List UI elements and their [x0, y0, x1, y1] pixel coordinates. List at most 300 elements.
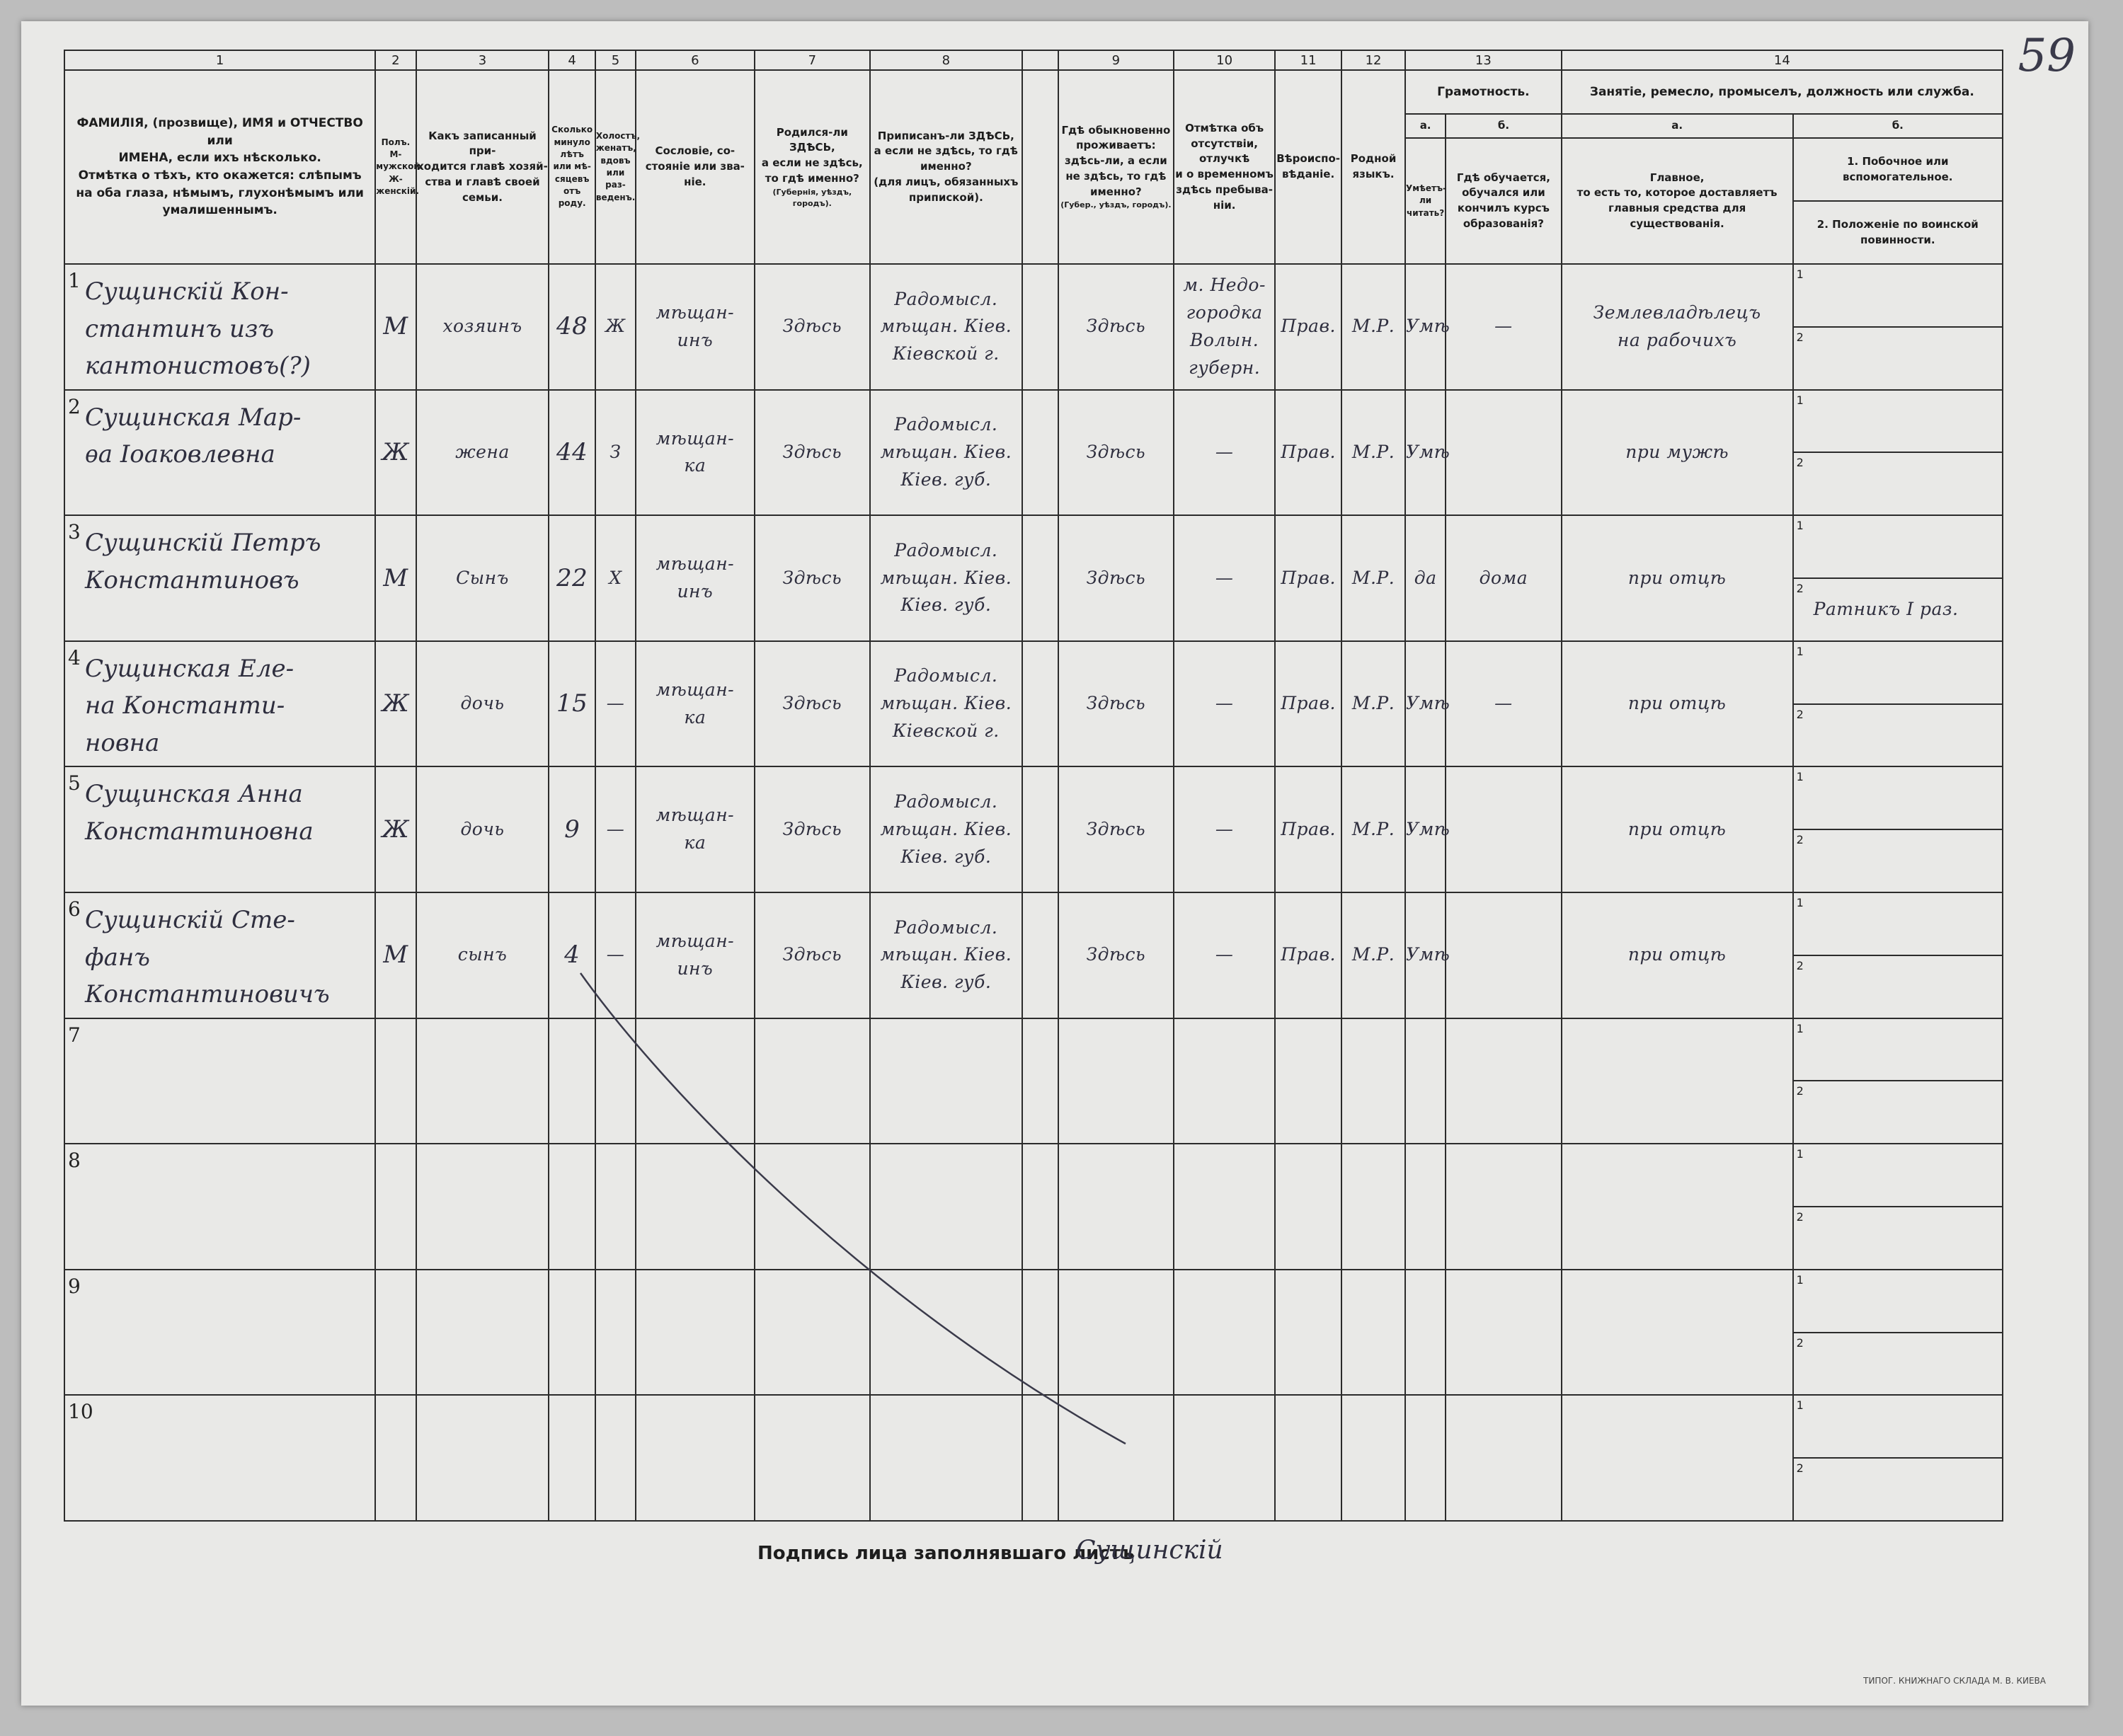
cell-residence — [1058, 1018, 1174, 1144]
cell-name — [64, 1018, 375, 1144]
age-value: 22 — [556, 563, 588, 592]
table-row — [64, 1270, 2003, 1396]
cell-absence — [1174, 892, 1275, 1018]
header-age: Сколько минуло лѣтъ или мѣ- сяцевъ отъ роду. — [549, 70, 595, 264]
colnum-13: 13 — [1405, 50, 1562, 70]
table-row — [64, 1395, 2003, 1521]
cell-religion — [1275, 641, 1341, 767]
absence-value: — — [1215, 944, 1234, 965]
header-literacy-b-label: б. — [1446, 114, 1561, 138]
language-value: М.Р. — [1351, 442, 1395, 463]
side-occupation-1 — [1794, 1144, 2002, 1206]
cell-relation — [416, 264, 549, 390]
cell-marital — [595, 390, 636, 516]
cell-age — [549, 1395, 595, 1521]
cell-marital — [595, 1395, 636, 1521]
table-row — [64, 892, 2003, 1018]
side-line-number: 1 — [1796, 895, 1804, 909]
census-table — [64, 50, 2003, 1522]
row-number: 8 — [68, 1149, 81, 1173]
person-name: Сущинская Еле- на Константи- новна — [85, 654, 294, 758]
cell-registered — [870, 390, 1022, 516]
header-occupation: Занятіе, ремесло, промыселъ, должность или служба. — [1562, 70, 2003, 114]
cell-religion — [1275, 1018, 1341, 1144]
cell-estate — [636, 1270, 755, 1396]
cell-name — [64, 1270, 375, 1396]
cell-occupation — [1562, 1018, 1793, 1144]
side-occupation-2 — [1794, 1332, 2002, 1395]
row-number: 2 — [68, 394, 81, 418]
cell-relation — [416, 1018, 549, 1144]
header-education: Гдѣ обучается, обучался или кончилъ курсъ образованія? — [1446, 138, 1561, 264]
religion-value: Прав. — [1281, 442, 1336, 463]
cell-residence — [1058, 515, 1174, 641]
side-line-number: 2 — [1796, 1335, 1804, 1350]
religion-value: Прав. — [1281, 818, 1336, 839]
cell-marital — [595, 641, 636, 767]
person-name: Сущинскій Сте- фанъ Константиновичъ — [85, 905, 330, 1009]
cell-residence — [1058, 766, 1174, 892]
side_2-value: Ратникъ I раз. — [1813, 599, 1959, 619]
side-line-number: 1 — [1796, 1021, 1804, 1035]
cell-age — [549, 641, 595, 767]
relation-value: дочь — [460, 818, 505, 839]
cell-absence — [1174, 1144, 1275, 1270]
cell-born — [755, 1018, 870, 1144]
cell-name — [64, 515, 375, 641]
occupation-value: при отцѣ — [1627, 567, 1727, 588]
cell-blank — [1022, 264, 1058, 390]
cell-born — [755, 1395, 870, 1521]
cell-relation — [416, 641, 549, 767]
header-sex: Полъ. М-мужской. Ж-женскій. — [375, 70, 416, 264]
header-literacy: Грамотность. — [1405, 70, 1562, 114]
header-occupation-b-label: б. — [1793, 114, 2003, 138]
table-row — [64, 1018, 2003, 1144]
header-name: ФАМИЛІЯ, (прозвище), ИМЯ и ОТЧЕСТВО или ИМЕНА, если ихъ нѣсколько. Отмѣтка о тѣхъ, кто окажется: слѣпымъ на оба глаза, нѣмымъ, глухонѣмымъ или умалишеннымъ. — [64, 70, 375, 264]
side-line-number: 1 — [1796, 1272, 1804, 1287]
occupation-value: Землевладѣлецъ на рабочихъ — [1593, 302, 1761, 350]
cell-education — [1446, 390, 1561, 516]
born-value: Здѣсь — [782, 944, 842, 965]
header-language: Родной языкъ. — [1341, 70, 1405, 264]
cell-religion — [1275, 892, 1341, 1018]
side-occupation-1 — [1794, 1019, 2002, 1081]
table-row — [64, 264, 2003, 390]
cell-blank — [1022, 515, 1058, 641]
side-occupation-1 — [1794, 265, 2002, 326]
cell-age — [549, 1270, 595, 1396]
cell-literate — [1405, 766, 1450, 892]
table-row — [64, 1144, 2003, 1270]
cell-occupation — [1562, 1270, 1793, 1396]
residence-value: Здѣсь — [1086, 944, 1146, 965]
person-name: Сущинская Мар- ѳа Іоаковлевна — [85, 403, 302, 469]
table-row — [64, 766, 2003, 892]
side-line-number: 2 — [1796, 1084, 1804, 1098]
registered-value: Радомысл. мѣщан. Кіев. Кіев. губ. — [880, 916, 1012, 993]
cell-registered — [870, 1395, 1022, 1521]
side-occupation-2 — [1794, 452, 2002, 515]
cell-name — [64, 1395, 375, 1521]
occupation-value: при отцѣ — [1627, 944, 1727, 965]
cell-religion — [1275, 766, 1341, 892]
sex-value: Ж — [382, 438, 410, 467]
cell-side-occupation — [1793, 1270, 2003, 1396]
registered-value: Радомысл. мѣщан. Кіев. Кіев. губ. — [880, 791, 1012, 867]
side-occupation-2 — [1794, 1080, 2002, 1143]
literate-value: Умѣ — [1406, 442, 1450, 463]
cell-relation — [416, 892, 549, 1018]
page-number: 59 — [2018, 30, 2076, 82]
language-value: М.Р. — [1351, 316, 1395, 337]
side-line-number: 2 — [1796, 330, 1804, 344]
side-line-number: 2 — [1796, 958, 1804, 972]
cell-residence — [1058, 264, 1174, 390]
cell-name — [64, 264, 375, 390]
cell-sex — [375, 390, 416, 516]
cell-blank — [1022, 641, 1058, 767]
literate-value: Умѣ — [1406, 944, 1450, 965]
printer-footer: ТИПОГ. КНИЖНАГО СКЛАДА М. В. КИЕВА — [1863, 1676, 2046, 1686]
side-occupation-1 — [1794, 1396, 2002, 1457]
education-value: — — [1494, 316, 1513, 337]
header-side-2: 2. Положеніе по воинской повинности. — [1816, 217, 1979, 246]
language-value: М.Р. — [1351, 567, 1395, 588]
sex-value: М — [383, 312, 408, 341]
colnum-14: 14 — [1562, 50, 2003, 70]
marital-value: З — [610, 442, 622, 463]
cell-occupation — [1562, 766, 1793, 892]
registered-value: Радомысл. мѣщан. Кіев. Кіев. губ. — [880, 414, 1012, 490]
column-number-row — [64, 50, 2003, 70]
cell-born — [755, 766, 870, 892]
side-occupation-1 — [1794, 642, 2002, 703]
marital-value: Ж — [605, 316, 626, 337]
cell-education — [1446, 766, 1561, 892]
colnum-5: 5 — [595, 50, 636, 70]
cell-literate — [1405, 1144, 1446, 1270]
cell-born — [755, 390, 870, 516]
cell-occupation — [1562, 264, 1793, 390]
signature-handwritten: Сущинскій — [1076, 1536, 1223, 1565]
relation-value: Сынъ — [456, 567, 509, 588]
cell-residence — [1058, 892, 1174, 1018]
header-side-1: 1. Побочное или вспомогательное. — [1794, 139, 2002, 202]
cell-relation — [416, 1270, 549, 1396]
absence-value: — — [1215, 567, 1234, 588]
absence-value: — — [1215, 442, 1234, 463]
side-line-number: 2 — [1796, 1209, 1804, 1224]
colnum-3: 3 — [416, 50, 549, 70]
cell-language — [1341, 1144, 1405, 1270]
side-line-number: 1 — [1796, 393, 1804, 407]
cell-literate — [1405, 1270, 1446, 1396]
cell-literate — [1405, 892, 1450, 1018]
cell-religion — [1275, 1270, 1341, 1396]
cell-side-occupation — [1793, 1018, 2003, 1144]
cell-relation — [416, 766, 549, 892]
language-value: М.Р. — [1351, 944, 1395, 965]
cell-sex — [375, 641, 416, 767]
table-row — [64, 641, 2003, 767]
cell-estate — [636, 641, 755, 767]
cell-name — [64, 1144, 375, 1270]
cell-relation — [416, 1395, 549, 1521]
cell-marital — [595, 1144, 636, 1270]
row-number: 1 — [68, 269, 81, 292]
cell-religion — [1275, 390, 1341, 516]
cell-side-occupation — [1793, 892, 2003, 1018]
header-religion: Вѣроиспо- вѣданіе. — [1275, 70, 1341, 264]
cell-absence — [1174, 1018, 1275, 1144]
cell-literate — [1405, 1018, 1446, 1144]
cell-language — [1341, 264, 1405, 390]
residence-value: Здѣсь — [1086, 818, 1146, 839]
cell-language — [1341, 390, 1405, 516]
cell-absence — [1174, 766, 1275, 892]
cell-marital — [595, 515, 636, 641]
cell-education — [1446, 892, 1561, 1018]
cell-sex — [375, 1144, 416, 1270]
cell-name — [64, 892, 375, 1018]
colnum-12: 12 — [1341, 50, 1405, 70]
cell-language — [1341, 515, 1405, 641]
colnum-11: 11 — [1275, 50, 1341, 70]
cell-estate — [636, 1395, 755, 1521]
cell-occupation — [1562, 641, 1793, 767]
cell-sex — [375, 264, 416, 390]
cell-side-occupation — [1793, 1395, 2003, 1521]
cell-side-occupation — [1793, 766, 2003, 892]
cell-occupation — [1562, 390, 1793, 516]
cell-estate — [636, 766, 755, 892]
cell-residence — [1058, 390, 1174, 516]
row-number: 4 — [68, 645, 81, 669]
colnum-blank — [1022, 50, 1058, 70]
colnum-7: 7 — [755, 50, 870, 70]
registered-value: Радомысл. мѣщан. Кіев. Кіевской г. — [880, 288, 1012, 364]
cell-name — [64, 390, 375, 516]
cell-sex — [375, 1395, 416, 1521]
row-number: 7 — [68, 1023, 81, 1047]
cell-absence — [1174, 264, 1275, 390]
born-value: Здѣсь — [782, 567, 842, 588]
colnum-2: 2 — [375, 50, 416, 70]
row-number: 6 — [68, 897, 81, 921]
cell-education — [1446, 1395, 1561, 1521]
marital-value: Х — [609, 567, 622, 588]
cell-absence — [1174, 390, 1275, 516]
header-birthplace: Родился-ли ЗДѢСЬ, а если не здѣсь, то гдѣ именно? (Губернія, уѣздъ, городъ). — [755, 70, 870, 264]
cell-blank — [1022, 1270, 1058, 1396]
cell-literate — [1405, 264, 1450, 390]
occupation-value: при отцѣ — [1627, 693, 1727, 714]
cell-religion — [1275, 1144, 1341, 1270]
cell-literate — [1405, 390, 1450, 516]
cell-born — [755, 1270, 870, 1396]
cell-blank — [1022, 1144, 1058, 1270]
census-rows — [64, 264, 2003, 1521]
table-row — [64, 515, 2003, 641]
cell-blank — [1022, 1018, 1058, 1144]
cell-age — [549, 390, 595, 516]
header-registered: Приписанъ-ли ЗДѢСЬ, а если не здѣсь, то гдѣ именно? (для лицъ, обязанныхъ припиской). — [870, 70, 1022, 264]
side-occupation-2 — [1794, 1206, 2002, 1269]
cell-born — [755, 515, 870, 641]
cell-side-occupation — [1793, 390, 2003, 516]
cell-born — [755, 892, 870, 1018]
residence-value: Здѣсь — [1086, 567, 1146, 588]
side-line-number: 2 — [1796, 833, 1804, 847]
cell-absence — [1174, 1395, 1275, 1521]
cell-age — [549, 892, 595, 1018]
education-value: дома — [1479, 567, 1528, 588]
estate-value: мѣщан- инъ — [656, 553, 735, 602]
occupation-value: при мужѣ — [1625, 442, 1729, 463]
cell-age — [549, 766, 595, 892]
cell-estate — [636, 515, 755, 641]
cell-religion — [1275, 1395, 1341, 1521]
row-number: 9 — [68, 1274, 81, 1298]
relation-value: жена — [455, 442, 510, 463]
cell-education — [1446, 1144, 1561, 1270]
header-main-occupation: Главное, то есть то, которое доставляетъ главныя средства для существованія. — [1562, 138, 1793, 264]
side-occupation-1 — [1794, 1270, 2002, 1332]
side-occupation-2 — [1794, 326, 2002, 389]
person-name: Сущинскій Кон- стантинъ изъ кантонистовъ(?) — [85, 277, 311, 381]
sex-value: М — [383, 941, 408, 970]
cell-language — [1341, 766, 1405, 892]
cell-residence — [1058, 1270, 1174, 1396]
person-name: Сущинская Анна Константиновна — [85, 780, 314, 846]
residence-value: Здѣсь — [1086, 442, 1146, 463]
side-occupation-2 — [1794, 703, 2002, 766]
literate-value: да — [1414, 567, 1437, 588]
cell-registered — [870, 1270, 1022, 1396]
born-value: Здѣсь — [782, 442, 842, 463]
registered-value: Радомысл. мѣщан. Кіев. Кіев. губ. — [880, 539, 1012, 616]
sex-value: Ж — [382, 815, 410, 844]
religion-value: Прав. — [1281, 944, 1336, 965]
cell-education — [1446, 1270, 1561, 1396]
born-value: Здѣсь — [782, 316, 842, 337]
cell-marital — [595, 1018, 636, 1144]
cell-occupation — [1562, 892, 1793, 1018]
cell-language — [1341, 1018, 1405, 1144]
cell-marital — [595, 892, 636, 1018]
cell-relation — [416, 390, 549, 516]
cell-residence — [1058, 1144, 1174, 1270]
cell-born — [755, 264, 870, 390]
side-line-number: 1 — [1796, 1147, 1804, 1161]
side-line-number: 1 — [1796, 268, 1804, 281]
age-value: 44 — [556, 438, 588, 467]
absence-value: — — [1215, 693, 1234, 714]
cell-blank — [1022, 1395, 1058, 1521]
literate-value: Умѣ — [1406, 818, 1450, 839]
absence-value: м. Недо- городка Волын. губерн. — [1183, 275, 1266, 378]
header-estate: Сословіе, со- стояніе или зва- ніе. — [636, 70, 755, 264]
cell-age — [549, 264, 595, 390]
cell-registered — [870, 641, 1022, 767]
cell-occupation — [1562, 515, 1793, 641]
cell-side-occupation — [1793, 264, 2003, 390]
header-occupation-a-label: а. — [1562, 114, 1793, 138]
header-can-read: Умѣетъ- ли читать? — [1405, 138, 1446, 264]
cell-sex — [375, 1270, 416, 1396]
relation-value: сынъ — [457, 944, 508, 965]
cell-registered — [870, 892, 1022, 1018]
cell-sex — [375, 892, 416, 1018]
cell-absence — [1174, 515, 1275, 641]
table-row — [64, 390, 2003, 516]
residence-value: Здѣсь — [1086, 693, 1146, 714]
cell-registered — [870, 766, 1022, 892]
cell-literate — [1405, 515, 1446, 641]
estate-value: мѣщан- ка — [656, 427, 735, 476]
cell-marital — [595, 264, 636, 390]
cell-name — [64, 766, 375, 892]
side-occupation-1 — [1794, 391, 2002, 452]
literate-value: Умѣ — [1406, 693, 1450, 714]
born-value: Здѣсь — [782, 818, 842, 839]
side-occupation-1 — [1794, 767, 2002, 829]
side-occupation-1 — [1794, 893, 2002, 955]
cell-side-occupation — [1793, 515, 2003, 641]
estate-value: мѣщан- ка — [656, 679, 735, 728]
side-line-number: 1 — [1796, 644, 1804, 658]
side-line-number: 2 — [1796, 456, 1804, 470]
cell-education — [1446, 641, 1561, 767]
side-line-number: 2 — [1796, 707, 1804, 721]
side-occupation-1 — [1794, 516, 2002, 577]
signature-label: Подпись лица заполнявшаго листъ — [757, 1543, 1135, 1564]
cell-literate — [1405, 1395, 1446, 1521]
side-occupation-2 — [1794, 1457, 2002, 1520]
colnum-8: 8 — [870, 50, 1022, 70]
marital-value: — — [606, 693, 625, 714]
relation-value: хозяинъ — [442, 316, 522, 337]
estate-value: мѣщан- ка — [656, 805, 735, 853]
cell-religion — [1275, 264, 1341, 390]
side-line-number: 2 — [1796, 581, 1804, 595]
colnum-9: 9 — [1058, 50, 1174, 70]
marital-value: — — [606, 818, 625, 839]
residence-value: Здѣсь — [1086, 316, 1146, 337]
cell-age — [549, 515, 595, 641]
cell-side-occupation — [1793, 1144, 2003, 1270]
cell-residence — [1058, 1395, 1174, 1521]
estate-value: мѣщан- инъ — [656, 302, 735, 350]
cell-name — [64, 641, 375, 767]
colnum-1: 1 — [64, 50, 375, 70]
absence-value: — — [1215, 818, 1234, 839]
side-occupation-2 — [1794, 955, 2002, 1018]
cell-relation — [416, 1144, 549, 1270]
row-number: 3 — [68, 520, 81, 544]
cell-language — [1341, 892, 1405, 1018]
age-value: 4 — [564, 941, 580, 970]
side-occupation-2 — [1794, 829, 2002, 892]
age-value: 48 — [556, 312, 588, 341]
estate-value: мѣщан- инъ — [656, 931, 735, 979]
religion-value: Прав. — [1281, 693, 1336, 714]
occupation-value: при отцѣ — [1627, 818, 1727, 839]
cell-occupation — [1562, 1395, 1793, 1521]
cell-education — [1446, 1018, 1561, 1144]
colnum-6: 6 — [636, 50, 755, 70]
